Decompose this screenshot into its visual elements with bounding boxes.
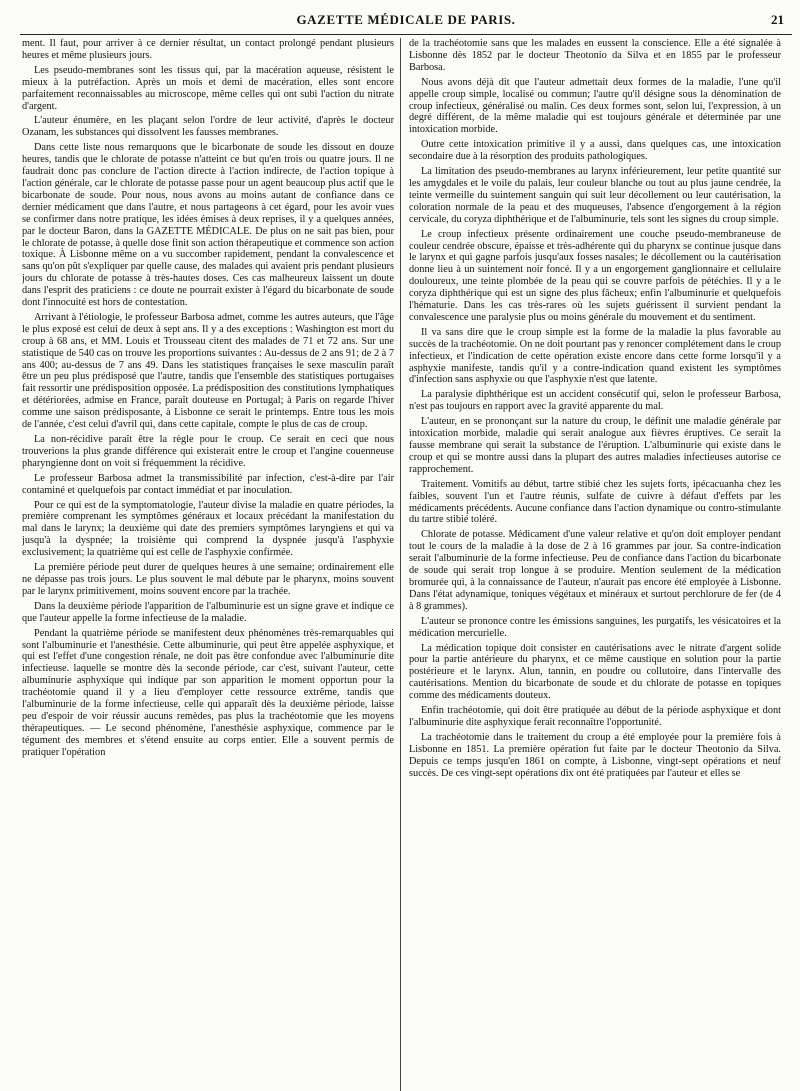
paragraph: La limitation des pseudo-membranes au larynx inférieurement, leur petite quantité sur les amygdales et le voile du palais, leur couleur blanche ou tout au plus jaune cendrée, la teinte vermeille du suintement sanguin qui suit leur décollement ou leur cautérisation, la coloration normale de la peau et des muqueuses, l'absence d'engorgement à la région cervicale, du coryza diphthérique et de l'albuminurie, tels sont les signes du croup simple. <box>409 166 781 225</box>
paragraph: L'auteur se prononce contre les émissions sanguines, les purgatifs, les vésicatoires et la médication mercurielle. <box>409 615 781 639</box>
paragraph: Chlorate de potasse. Médicament d'une valeur relative et qu'on doit employer pendant tout le cours de la maladie à la dose de 2 à 16 grammes par jour. Sa contre-indication serait l'albuminurie de la forme infectieuse. Peu de confiance dans l'action du bicarbonate de soude qui serait trop longue à se produire. Mention seulement de la médication bromurée qui, à la connaissance de l'auteur, n'aurait pas encore été employée à Lisbonne. Dans l'état adynamique, toniques végétaux et minéraux et surtout perchlorure de fer (de 4 à 8 grammes). <box>409 529 781 612</box>
paragraph: Dans cette liste nous remarquons que le bicarbonate de soude les dissout en douze heures, tandis que le chlorate de potasse n'atteint ce but qu'en trois ou quatre jours. Il ne faudrait donc pas conclure de l'action directe à l'action indirecte, de l'action topique à l'action générale, car le chlorate de potasse passe pour un agent beaucoup plus actif que le bicarbonate de soude. Pour nous, nous avons au moins autant de confiance dans ce dernier médicament que dans l'autre, et nous partageons à cet égard, pour les avoir vues se confirmer dans notre pratique, les idées émises à deux reprises, il y a quelques années, par le docteur Baron, dans la GAZETTE MÉDICALE. De plus on ne sait pas bien, pour le chlorate de potasse, à quelle dose finit son action thérapeutique et commence son action toxique. À Lisbonne même on a vu succomber rapidement, pendant la convalescence et sans qu'on pût s'expliquer par quelle cause, des malades qui avaient pris pendant plusieurs jours du chlorate de potasse à très-hautes doses. Ces cas malheureux laissent un doute dans l'esprit des praticiens : ce doute ne pourrait exister à l'égard du bicarbonate de soude dont l'innocuité est hors de contestation. <box>22 142 394 309</box>
column-divider <box>400 38 401 1091</box>
paragraph: Les pseudo-membranes sont les tissus qui, par la macération aqueuse, résistent le mieux à la putréfaction. Après un mois et demi de macération, elles sont encore parfaitement reconnaissables au microscope, même celles qui ont subi l'action du nitrate d'argent. <box>22 64 394 112</box>
paragraph: Enfin trachéotomie, qui doit être pratiquée au début de la période asphyxique et dont l'albuminurie dite asphyxique ferait reconnaître l'opportunité. <box>409 705 781 728</box>
paragraph: Pour ce qui est de la symptomatologie, l'auteur divise la maladie en quatre périodes, la première comprenant les symptômes généraux et locaux précédant la manifestation du mal dans le larynx; la deuxième qui date des premiers symptômes laryngiens et qui va jusqu'à la dyspnée; la troisième qui comprend la dyspnée jusqu'à l'asphyxie exclusivement; la quatrième qui est celle de l'asphyxie confirmée. <box>22 499 394 559</box>
paragraph: ment. Il faut, pour arriver à ce dernier résultat, un contact prolongé pendant plusieurs heures et même plusieurs jours. <box>22 38 394 61</box>
paragraph: L'auteur, en se prononçant sur la nature du croup, le définit une maladie générale par intoxication morbide, maladie qui serait analogue aux fièvres éruptives. Ce serait la fausse membrane qui serait la substance de l'éruption. L'albuminurie qui existe dans le croup et qui se montre aussi dans la plupart des autres maladies infectieuses autorise ce rapprochement. <box>409 416 781 475</box>
paragraph: Pendant la quatrième période se manifestent deux phénomènes très-remarquables qui sont l'albuminurie et l'anesthésie. Cette albuminurie, qui peut être appelée asphyxique, et qui est l'effet d'une congestion rénale, ne doit pas être confondue avec l'albuminurie dite infectieuse. laquelle se montre dès la seconde période, car c'est, suivant l'auteur, cette albuminurie asphyxique qui indique par son apparition le moment opportun pour la trachéotomie quand il y a lieu d'employer cette ressource extrême, tandis que l'albuminurie de la forme infectieuse, celle qui apparaît dès la deuxième période, laisse peu d'espoir de voir réussir aucuns remèdes, pas plus la trachéotomie que les moyens thérapeutiques. — Le second phénomène, l'anesthésie asphyxique, commence par le tégument des membres et s'étend ensuite au corps entier. Elle a souvent permis de pratiquer l'opération <box>22 627 394 758</box>
header-rule <box>20 34 792 35</box>
left-column <box>22 38 394 1091</box>
paragraph: Arrivant à l'étiologie, le professeur Barbosa admet, comme les autres auteurs, que l'âge le plus exposé est celui de deux à sept ans. Il y a des exceptions : Washington est mort du croup à 68 ans, et MM. Louis et Trousseau citent des malades de 71 et 72 ans. Sur une statistique de 540 cas on trouve les proportions suivantes : Au-dessus de 2 ans 91; de 2 à 7 ans 400; au-dessus de 7 ans 49. Dans les statistiques françaises le sexe masculin paraît être un peu plus prédisposé que l'autre, tandis que l'ensemble des statistiques portugaises fait ressortir une prédisposition opposée. La prédisposition des constitutions lymphatiques et détériorées, admise en France, paraît douteuse en Portugal; à Paris on regarde l'hiver comme une saison prédisposante, à Lisbonne ce serait le printemps. Entre tous les mois de l'année, c'est celui d'avril qui, dans cette capitale, compte le plus de cas de croup. <box>22 311 394 431</box>
paragraph: Il va sans dire que le croup simple est la forme de la maladie la plus favorable au succès de la trachéotomie. On ne doit pourtant pas y renoncer complétement dans le croup infectieux, et l'indication de cette opération existe encore dans cette forme lorsqu'il y a asphyxie manifeste, tandis qu'il y a contre-indication quand existent les symptômes d'infection sans asphyxie ou que l'asphyxie n'est que latente. <box>409 326 781 386</box>
paragraph: La trachéotomie dans le traitement du croup a été employée pour la première fois à Lisbonne en 1851. La première opération fut faite par le docteur Theotonio da Silva. Depuis ce temps jusqu'en 1861 on compte, à Lisbonne, vingt-sept opérations et neuf succès. De ces vingt-sept opérations dix ont été pratiquées par l'auteur et elles se <box>409 731 781 779</box>
paragraph: Nous avons déjà dit que l'auteur admettait deux formes de la maladie, l'une qu'il appelle croup simple, localisé ou commun; l'autre qu'il désigne sous la dénomination de croup infectieux, généralisé ou malin. Ces deux formes sont, selon lui, l'expression, à un degré différent, de la même maladie qui est toujours générale et déterminée par une intoxication morbide. <box>409 76 781 136</box>
paragraph: La paralysie diphthérique est un accident consécutif qui, selon le professeur Barbosa, n'est pas toujours en rapport avec la gravité apparente du mal. <box>409 389 781 413</box>
page-header <box>20 6 792 34</box>
paragraph: Traitement. Vomitifs au début, tartre stibié chez les sujets forts, ipécacuanha chez les faibles, souvent l'un et l'autre réunis, sulfate de cuivre à défaut d'effets par les médicaments précédents. Aucune confiance dans l'action dynamique ou contro-stimulante du tartre stibié toléré. <box>409 478 781 526</box>
journal-title: GAZETTE MÉDICALE DE PARIS. <box>296 12 516 27</box>
paragraph: Le professeur Barbosa admet la transmissibilité par infection, c'est-à-dire par l'air contaminé et quelquefois par contact immédiat et par inoculation. <box>22 472 394 496</box>
paragraph: de la trachéotomie sans que les malades en eussent la conscience. Elle a été signalée à Lisbonne dès 1852 par le docteur Theotonio da Silva et en 1855 par le professeur Barbosa. <box>409 38 781 73</box>
page-number: 21 <box>771 12 784 27</box>
paragraph: La première période peut durer de quelques heures à une semaine; ordinairement elle ne dépasse pas trois jours. Le plus souvent le mal débute par le pharynx, moins souvent par le larynx primitivement, moins souvent encore par la trachée. <box>22 562 394 597</box>
paragraph: La non-récidive paraît être la règle pour le croup. Ce serait en ceci que nous trouverions la plus grande différence qui existerait entre le croup et l'angine couenneuse pharyngienne dont on voit si fréquemment la récidive. <box>22 434 394 469</box>
paragraph: Outre cette intoxication primitive il y a aussi, dans quelques cas, une intoxication secondaire due à la résorption des produits pathologiques. <box>409 139 781 163</box>
right-column <box>409 38 781 1091</box>
paragraph: Dans la deuxième période l'apparition de l'albuminurie est un signe grave et indique ce que l'auteur appelle la forme infectieuse de la maladie. <box>22 600 394 624</box>
paragraph: L'auteur énumère, en les plaçant selon l'ordre de leur activité, d'après le docteur Ozanam, les substances qui dissolvent les fausses membranes. <box>22 115 394 139</box>
paragraph: La médication topique doit consister en cautérisations avec le nitrate d'argent solide pour la partie antérieure du pharynx, et ce même caustique en solution pour la partie postérieure et le larynx. Alun, tannin, en poudre ou collutoire, dans l'intervalle des cautérisations. Mention du bicarbonate de soude et du chlorate de potasse en topiques comme des médicaments douteux. <box>409 642 781 702</box>
paragraph: Le croup infectieux présente ordinairement une couche pseudo-membraneuse de couleur cendrée obscure, épaisse et très-adhérente qui du pharynx se continue jusque dans le larynx et qui gagne parfois jusqu'aux fosses nasales; le décollement ou la cautérisation donne lieu à un suintement noir foncé. Il y a un engorgement ganglionnaire et cellulaire douloureux, une teinte plombée de la peau qui se couvre parfois de pétéchies. Il y a le coryza diphthérique qui est un signe des plus fâcheux; enfin l'albuminurie et quelquefois l'hématurie. Dans les cas très-rares où les sujets guérissent il survient pendant la convalescence une paralysie plus ou moins générale du mouvement et du sentiment. <box>409 228 781 323</box>
